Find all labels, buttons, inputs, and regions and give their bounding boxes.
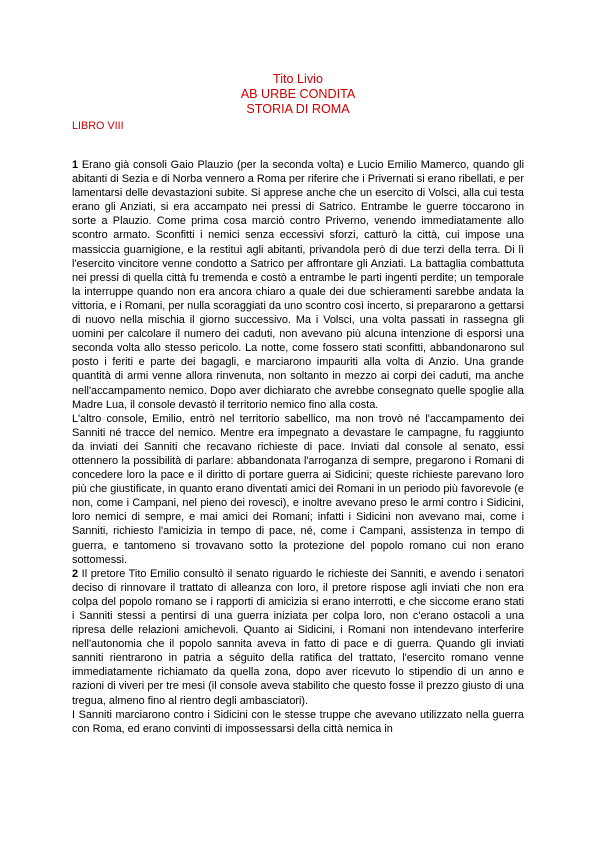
chapter-number: 1 bbox=[72, 159, 79, 171]
paragraph bbox=[72, 567, 524, 708]
author-name: Tito Livio bbox=[273, 72, 323, 86]
paragraph-text: L'altro console, Emilio, entrò nel territorio sabellico, ma non trovò né l'accampamento dei Sanniti né tracce del nemico. Mentre era impegnato a devastare le campagne, fu raggiunto da inviati dei Sanniti che recavano richieste di pace. Inviati dal console al senato, essi ottennero la possibilità di parlare: abbandonata l'arroganza di sempre, pregarono i Romani di concedere loro la pace e il diritto di portare guerra ai Sidicini; queste richieste parevano loro più che giustificate, in quanto erano diventati amici dei Romani in un periodo più favorevole (e non, come i Campani, nel pieno dei rovesci), e inoltre avevano preso le armi contro i Sidicini, loro nemici di sempre, e mai amici dei Romani; infatti i Sidicini non avevano mai, come i Sanniti, richiesto l'amicizia in tempo di pace, né, come i Campani, assistenza in tempo di guerra, e tantomeno si trovavano sotto la protezione del popolo romano cui non erano sottomessi. bbox=[72, 412, 524, 566]
chapter-number: 2 bbox=[72, 567, 79, 580]
paragraph bbox=[72, 158, 524, 412]
paragraph-text: Erano già consoli Gaio Plauzio (per la seconda volta) e Lucio Emilio Mamerco, quando gli abitanti di Sezia e di Norba vennero a Roma per riferire che i Privernati si erano ribellati, e per lamentarsi delle devastazioni subite. Si apprese anche che un esercito di Volsci, alla cui testa erano gli Anziati, si era accampato nei pressi di Satrico. Entrambe le guerre toccarono in sorte a Plauzio. Come prima cosa marciò contro Priverno, venendo immediatamente allo scontro armato. Sconfitti i nemici senza eccessivi sforzi, catturò la città, cui impose una massiccia guarnigione, e la restituì agli abitanti, privandola però di due terzi della terra. Di lì l'esercito vincitore venne condotto a Satrico per affrontare gli Anziati. La battaglia combattuta nei pressi di quella città fu tremenda e costò a entrambe le parti ingenti perdite; un temporale la interruppe quando non era ancora chiaro a quale dei due schieramenti sarebbe andata la vittoria, e i Romani, per nulla scoraggiati da uno scontro così incerto, si prepararono a gettarsi di nuovo nella mischia il giorno successivo. Ma i Volsci, una volta passati in rassegna gli uomini per calcolare il numero dei caduti, non avevano più alcuna intenzione di esporsi una seconda volta allo stesso pericolo. La notte, come fossero stati sconfitti, abbandonarono sul posto i feriti e parte dei bagagli, e marciarono impauriti alla volta di Anzio. Una grande quantità di armi venne allora rinvenuta, non soltanto in mezzo ai corpi dei caduti, ma anche nell'accampamento nemico. Dopo aver dichiarato che avrebbe consegnato quelle spoglie alla Madre Lua, il console devastò il territorio nemico fino alla costa. bbox=[72, 159, 524, 411]
paragraph-text: Il pretore Tito Emilio consultò il senato riguardo le richieste dei Sanniti, e avendo i senatori deciso di rinnovare il trattato di alleanza con loro, il pretore rispose agli inviati che non era colpa del popolo romano se i rapporti di amicizia si erano interrotti, e che siccome erano stati i Sanniti stessi a pentirsi di una guerra iniziata per colpa loro, non c'erano ostacoli a una ripresa delle relazioni amichevoli. Quanto ai Sidicini, i Romani non intendevano interferire nell'autonomia che il popolo sannita aveva in fatto di pace e di guerra. Quando gli inviati sanniti rientrarono in patria a séguito della ratifica del trattato, l'esercito romano venne immediatamente richiamato da quella zona, dopo aver ricevuto lo stipendio di un anno e razioni di viveri per tre mesi (il console aveva stabilito che questo fosse il prezzo giusto di una tregua, almeno fino al rientro degli ambasciatori). bbox=[72, 567, 524, 707]
work-title: AB URBE CONDITA bbox=[240, 87, 356, 101]
paragraph bbox=[72, 412, 524, 567]
paragraph bbox=[72, 708, 524, 736]
book-label: LIBRO VIII bbox=[72, 120, 124, 132]
work-subtitle: STORIA DI ROMA bbox=[246, 102, 350, 116]
paragraph-text: I Sanniti marciarono contro i Sidicini con le stesse truppe che avevano utilizzato nella guerra con Roma, ed erano convinti di impossessarsi della città nemica in bbox=[72, 708, 524, 735]
document-body bbox=[72, 158, 524, 736]
document-header bbox=[0, 72, 596, 117]
